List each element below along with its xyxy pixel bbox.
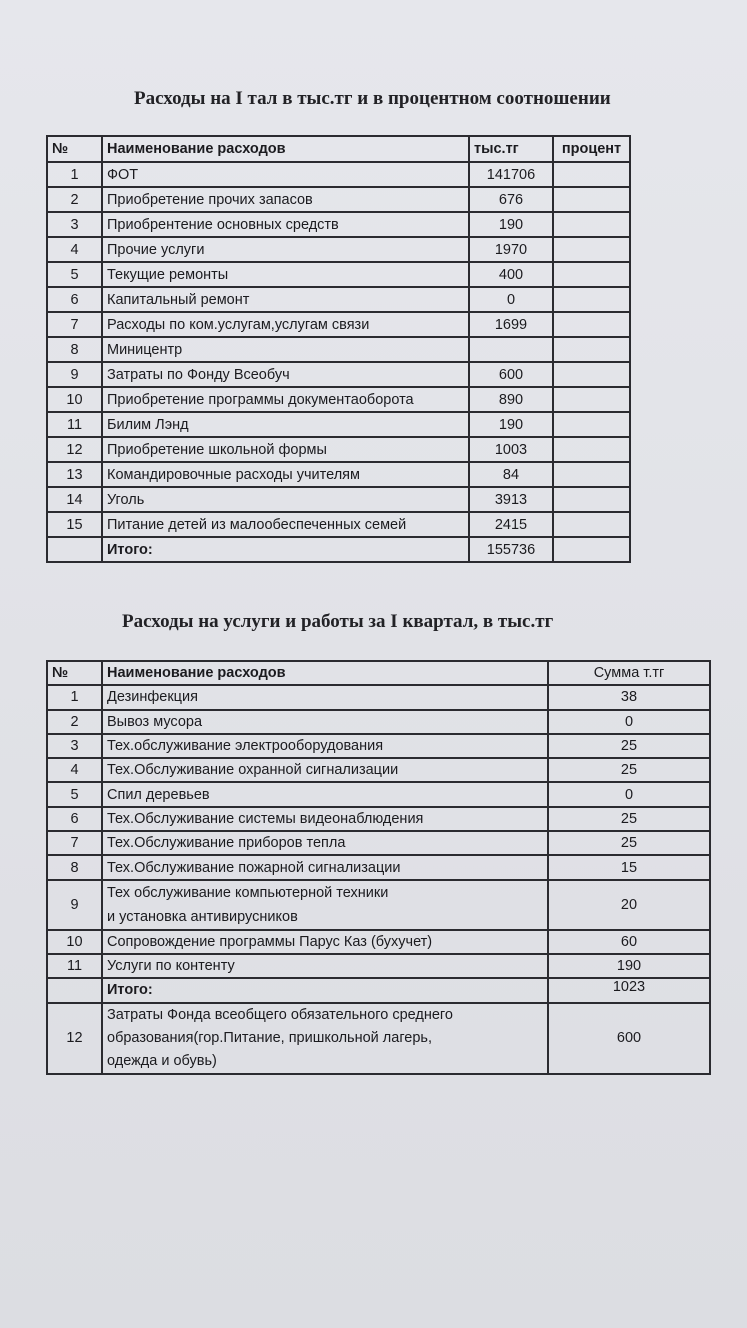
row-name-line: и установка антивирусников [107,908,298,925]
row-sum: 3913 [469,487,553,512]
row-name: Приобрентение основных средств [102,212,469,237]
row-name: Тех.обслуживание электрооборудования [102,734,548,758]
row-name [102,880,548,930]
row-name: Тех.Обслуживание системы видеонаблюдения [102,807,548,831]
row-number: 5 [47,262,102,287]
row-percent [553,187,630,212]
row-number: 2 [47,710,102,734]
row-number: 3 [47,734,102,758]
row-name: ФОТ [102,162,469,187]
row-sum: 25 [548,831,710,855]
table-row [47,362,630,387]
table-row [47,512,630,537]
column-header-sum: Сумма т.тг [548,661,710,685]
row-sum: 600 [469,362,553,387]
table-row [47,312,630,337]
table-row [47,734,710,758]
row-sum: 2415 [469,512,553,537]
row-percent [553,162,630,187]
table-row [47,855,710,879]
table-row [47,831,710,855]
row-name: Билим Лэнд [102,412,469,437]
row-number: 1 [47,162,102,187]
row-name: Расходы по ком.услугам,услугам связи [102,312,469,337]
row-percent [553,437,630,462]
table-row [47,954,710,978]
row-name-line: одежда и обувь) [107,1052,217,1069]
row-sum: 890 [469,387,553,412]
row-number: 8 [47,855,102,879]
row-name: Затраты по Фонду Всеобуч [102,362,469,387]
table-row [47,807,710,831]
row-name: Питание детей из малообеспеченных семей [102,512,469,537]
row-number: 10 [47,930,102,954]
column-header-sum: тыс.тг [469,136,553,162]
column-header-percent: процент [553,136,630,162]
row-number: 3 [47,212,102,237]
row-name: Спил деревьев [102,782,548,806]
row-number: 1 [47,685,102,709]
table-row [47,930,710,954]
row-name: Дезинфекция [102,685,548,709]
total-sum: 1023 [548,978,710,1002]
table2-title: Расходы на услуги и работы за I квартал, в тыс.тг [122,611,554,632]
row-name: Тех.Обслуживание приборов тепла [102,831,548,855]
row-sum: 676 [469,187,553,212]
total-number [47,537,102,562]
row-sum [469,337,553,362]
row-sum: 25 [548,807,710,831]
column-header-name: Наименование расходов [102,661,548,685]
table-row [47,710,710,734]
row-name: Сопровождение программы Парус Каз (бухучет) [102,930,548,954]
row-sum: 25 [548,758,710,782]
table-row [47,162,630,187]
row-number: 7 [47,831,102,855]
row-sum: 84 [469,462,553,487]
table-row [47,685,710,709]
row-name: Услуги по контенту [102,954,548,978]
table-row [47,758,710,782]
row-number: 8 [47,337,102,362]
row-name: Прочие услуги [102,237,469,262]
total-number [47,978,102,1002]
row-percent [553,262,630,287]
row-number: 9 [47,362,102,387]
row-percent [553,462,630,487]
table-row [47,337,630,362]
table-row [47,212,630,237]
row-number: 6 [47,807,102,831]
row-percent [553,512,630,537]
row-number: 5 [47,782,102,806]
row-name: Капитальный ремонт [102,287,469,312]
row-sum: 38 [548,685,710,709]
column-header-name: Наименование расходов [102,136,469,162]
row-name: Приобретение программы документаоборота [102,387,469,412]
row-percent [553,337,630,362]
total-label: Итого: [102,978,548,1002]
row-name [102,1003,548,1074]
total-label: Итого: [102,537,469,562]
table-row [47,782,710,806]
row-number: 11 [47,954,102,978]
table-row [47,880,710,930]
row-number: 13 [47,462,102,487]
row-number: 11 [47,412,102,437]
table-row [47,187,630,212]
total-row [47,978,710,1002]
row-sum: 25 [548,734,710,758]
row-name-line: Тех обслуживание компьютерной техники [107,884,389,901]
row-number: 4 [47,237,102,262]
row-name: Тех.Обслуживание охранной сигнализации [102,758,548,782]
table-header-row [47,136,630,162]
row-percent [553,212,630,237]
row-sum: 60 [548,930,710,954]
table-row [47,262,630,287]
column-header-num: № [47,136,102,162]
table-row [47,1003,710,1074]
row-sum: 15 [548,855,710,879]
row-percent [553,487,630,512]
row-name: Миницентр [102,337,469,362]
row-sum: 0 [469,287,553,312]
table-row [47,462,630,487]
row-percent [553,362,630,387]
services-table [46,660,711,1075]
row-sum: 400 [469,262,553,287]
expenses-table [46,135,631,563]
row-sum: 141706 [469,162,553,187]
row-name: Текущие ремонты [102,262,469,287]
row-percent [553,287,630,312]
total-sum: 155736 [469,537,553,562]
table1-title: Расходы на I тал в тыс.тг и в процентном соотношении [134,88,611,109]
table-row [47,487,630,512]
row-number: 12 [47,1003,102,1074]
table-row [47,237,630,262]
row-sum: 600 [548,1003,710,1074]
total-row [47,537,630,562]
row-name: Приобретение школьной формы [102,437,469,462]
total-percent [553,537,630,562]
row-percent [553,312,630,337]
row-sum: 190 [469,212,553,237]
row-number: 4 [47,758,102,782]
row-number: 10 [47,387,102,412]
row-sum: 1699 [469,312,553,337]
row-number: 2 [47,187,102,212]
table-row [47,437,630,462]
table-row [47,287,630,312]
row-percent [553,387,630,412]
row-sum: 190 [469,412,553,437]
table-row [47,387,630,412]
row-name-line: образования(гор.Питание, пришкольной лагерь, [107,1029,433,1046]
row-name: Приобретение прочих запасов [102,187,469,212]
row-percent [553,412,630,437]
row-number: 12 [47,437,102,462]
column-header-num: № [47,661,102,685]
row-name: Тех.Обслуживание пожарной сигнализации [102,855,548,879]
table-header-row [47,661,710,685]
row-number: 15 [47,512,102,537]
table-row [47,412,630,437]
row-sum: 1003 [469,437,553,462]
row-name: Вывоз мусора [102,710,548,734]
row-sum: 1970 [469,237,553,262]
row-percent [553,237,630,262]
row-sum: 0 [548,782,710,806]
row-sum: 190 [548,954,710,978]
row-number: 7 [47,312,102,337]
row-name-line: Затраты Фонда всеобщего обязательного среднего [107,1006,453,1023]
row-sum: 20 [548,880,710,930]
row-sum: 0 [548,710,710,734]
row-name: Уголь [102,487,469,512]
row-number: 9 [47,880,102,930]
row-name: Командировочные расходы учителям [102,462,469,487]
row-number: 14 [47,487,102,512]
row-number: 6 [47,287,102,312]
